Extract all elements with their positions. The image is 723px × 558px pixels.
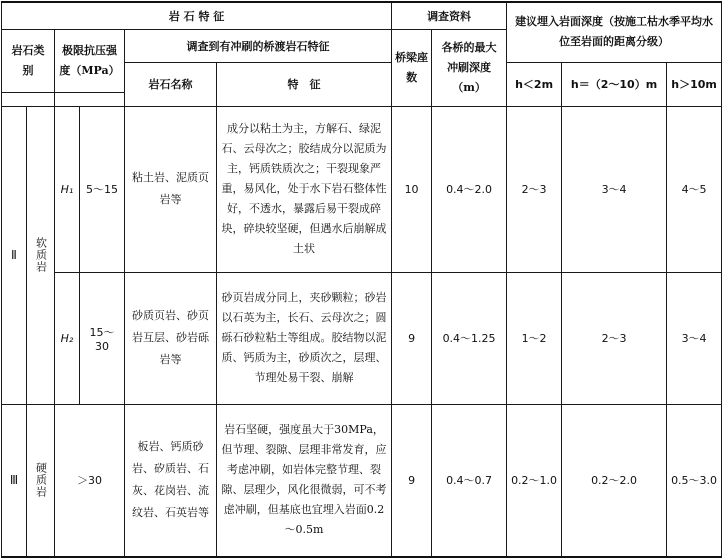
rock-classification-table — [1, 1, 722, 558]
bridge-count: 10 — [392, 106, 432, 272]
header-row-1 — [2, 2, 722, 29]
rock-name: 板岩、钙质砂岩、矽质岩、石灰、花岗岩、流纹岩、石英岩等 — [125, 404, 217, 557]
header-compressive-strength: 极限抗压强度（MPa） — [55, 29, 125, 92]
depth-lt2-value: 2～3 — [507, 106, 562, 272]
depth-2-10-value: 0.2～2.0 — [562, 404, 667, 557]
header-investigated-features: 调查到有冲刷的桥渡岩石特征 — [125, 29, 392, 62]
depth-gt10-value: 4～5 — [667, 106, 722, 272]
strength-value: 15～30 — [80, 272, 125, 404]
rock-name: 砂质页岩、砂页岩互层、砂岩砾岩等 — [125, 272, 217, 404]
header-bridge-count: 桥梁座数 — [392, 29, 432, 106]
header-spacer — [55, 92, 125, 106]
table-row — [2, 106, 722, 272]
subclass-h1: H₁ — [55, 106, 80, 272]
subclass-h2: H₂ — [55, 272, 80, 404]
header-rock-name: 岩石名称 — [125, 62, 217, 106]
rock-feature: 成分以粘土为主，方解石、绿泥石、云母次之；胶结成分以泥质为主，钙质铁质次之；干裂现象严重，易风化，处于水下岩石整体性好，不透水，暴露后易干裂成碎块，碎块较坚硬，但遇水后崩解成土状 — [217, 106, 392, 272]
scour-depth: 0.4～2.0 — [432, 106, 507, 272]
depth-2-10-value: 3～4 — [562, 106, 667, 272]
header-depth-lt2: h＜2m — [507, 62, 562, 106]
depth-lt2-value: 1～2 — [507, 272, 562, 404]
bridge-count: 9 — [392, 404, 432, 557]
rock-feature: 岩石坚硬，强度虽大于30MPa，但节理、裂隙、层理非常发育，应考虑冲刷，如岩体完整节理、裂隙、层理少，风化很微弱，可不考虑冲刷，但基底也宜埋入岩面0.2～0.5m — [217, 404, 392, 557]
header-depth-2-10: h＝（2～10）m — [562, 62, 667, 106]
strength-value: ＞30 — [55, 404, 125, 557]
class-roman-2: Ⅱ — [2, 106, 27, 404]
strength-value: 5～15 — [80, 106, 125, 272]
header-depth-gt10: h＞10m — [667, 62, 722, 106]
class-roman-3: Ⅲ — [2, 404, 27, 557]
rock-name: 粘土岩、泥质页岩等 — [125, 106, 217, 272]
depth-gt10-value: 0.5～3.0 — [667, 404, 722, 557]
class-name-soft-rock: 软质岩 — [27, 106, 55, 404]
header-rock-category: 岩石类别 — [2, 29, 55, 92]
header-survey-data: 调查资料 — [392, 2, 507, 29]
class-name-hard-rock: 硬质岩 — [27, 404, 55, 557]
depth-lt2-value: 0.2～1.0 — [507, 404, 562, 557]
header-spacer — [2, 92, 55, 106]
depth-gt10-value: 3～4 — [667, 272, 722, 404]
scour-depth: 0.4～0.7 — [432, 404, 507, 557]
depth-2-10-value: 2～3 — [562, 272, 667, 404]
table-row — [2, 404, 722, 557]
header-feature: 特 征 — [217, 62, 392, 106]
bridge-count: 9 — [392, 272, 432, 404]
header-suggested-depth: 建议埋入岩面深度（按施工枯水季平均水位至岩面的距离分级） — [507, 2, 722, 62]
header-rock-features: 岩 石 特 征 — [2, 2, 392, 29]
rock-feature: 砂页岩成分同上，夹砂颗粒；砂岩以石英为主，长石、云母次之；圆砾石砂粒粘土等组成。胶结物以泥质、钙质为主，砂质次之，层理、节理处易干裂、崩解 — [217, 272, 392, 404]
header-max-scour-depth: 各桥的最大冲刷深度（m） — [432, 29, 507, 106]
table-row — [2, 272, 722, 404]
scour-depth: 0.4～1.25 — [432, 272, 507, 404]
